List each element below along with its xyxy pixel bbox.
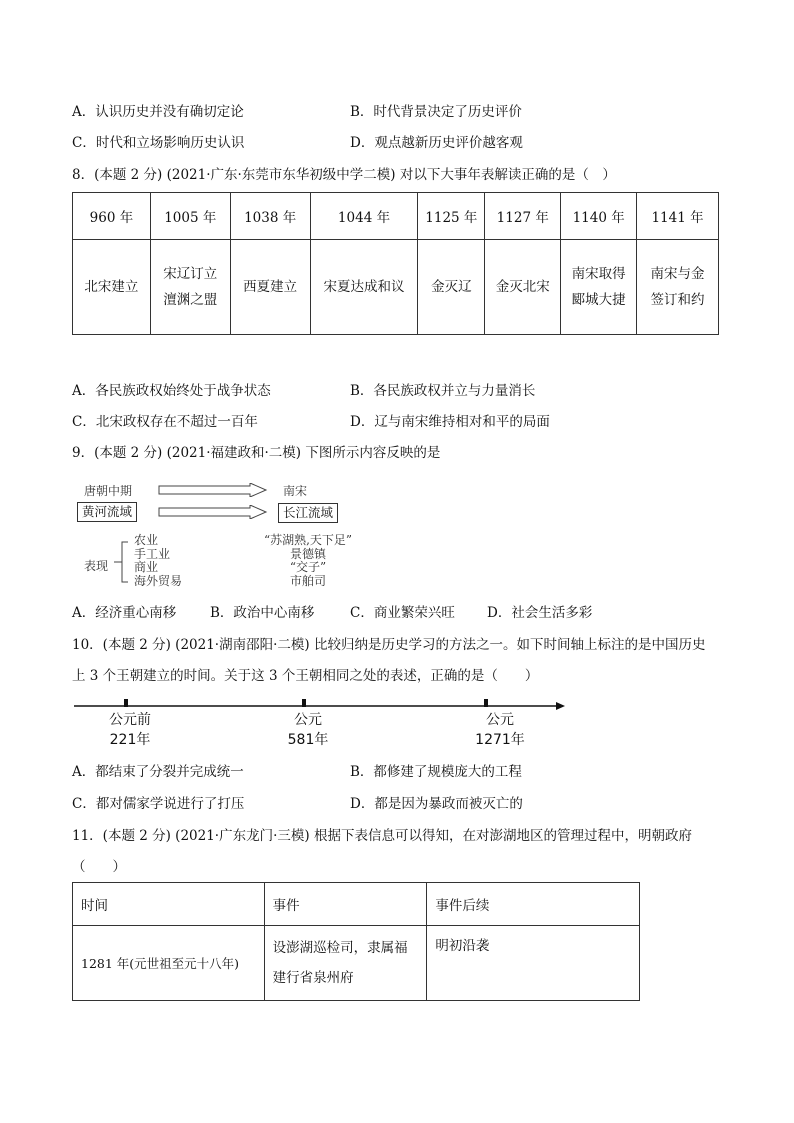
brace-icon xyxy=(112,538,132,586)
timeline-label-line1: 公元 xyxy=(486,712,514,728)
q10-stem-line1: 10．(本题 2 分) (2021·湖南邵阳·二模) 比较归纳是历史学习的方法之一。如下时间轴上标注的是中国历史 xyxy=(72,637,706,653)
q10-option-b[interactable]: B．都修建了规模庞大的工程 xyxy=(350,764,522,780)
timeline-label-line2: 221年 xyxy=(109,732,151,748)
q10-option-c[interactable]: C．都对儒家学说进行了打压 xyxy=(72,796,245,812)
result-item: “交子” xyxy=(289,560,327,574)
q9-stem: 9．(本题 2 分) (2021·福建政和·二模) 下图所示内容反映的是 xyxy=(72,445,441,461)
q10-stem-line2: 上 3 个王朝建立的时间。关于这 3 个王朝相同之处的表述，正确的是（ ） xyxy=(72,668,539,684)
q10-option-a[interactable]: A．都结束了分裂并完成统一 xyxy=(72,764,244,780)
year-cell: 1044 年 xyxy=(310,193,418,240)
q11-table xyxy=(72,882,640,1001)
timeline-label xyxy=(460,710,540,750)
year-cell: 1125 年 xyxy=(418,193,485,240)
q8-event-row xyxy=(73,240,719,335)
q8-option-d[interactable]: D．辽与南宋维持相对和平的局面 xyxy=(350,414,550,430)
category-item: 农业 xyxy=(134,533,159,547)
year-cell: 1038 年 xyxy=(230,193,310,240)
table-cell-after: 明初沿袭 xyxy=(427,926,640,1001)
category-item: 手工业 xyxy=(134,546,171,561)
q11-stem: 11．(本题 2 分) (2021·广东龙门·三模) 根据下表信息可以得知，在对澎湖地区的管理过程中，明朝政府 xyxy=(72,828,692,844)
diagram-categories xyxy=(134,534,182,588)
event-cell: 金灭北宋 xyxy=(485,240,561,335)
q9-option-c[interactable]: C．商业繁荣兴旺 xyxy=(350,605,455,621)
q10-option-d[interactable]: D．都是因为暴政而被灭亡的 xyxy=(350,796,523,812)
event-cell: 南宋取得 郾城大捷 xyxy=(561,240,637,335)
timeline-label-line1: 公元前 xyxy=(109,712,151,728)
year-cell: 1140 年 xyxy=(561,193,637,240)
diagram-results xyxy=(256,534,360,588)
q8-option-c[interactable]: C．北宋政权存在不超过一百年 xyxy=(72,414,258,430)
q9-option-d[interactable]: D．社会生活多彩 xyxy=(487,605,593,621)
table-header-row xyxy=(73,883,640,926)
diagram-label-song: 南宋 xyxy=(283,484,308,498)
event-cell: 金灭辽 xyxy=(418,240,485,335)
q9-option-a[interactable]: A．经济重心南移 xyxy=(72,605,177,621)
q7-option-c[interactable]: C．时代和立场影响历史认识 xyxy=(72,135,245,151)
q8-chronology-table xyxy=(72,192,719,335)
category-item: 海外贸易 xyxy=(134,573,183,588)
q7-option-d[interactable]: D．观点越新历史评价越客观 xyxy=(350,135,523,151)
event-cell: 西夏建立 xyxy=(230,240,310,335)
q8-option-b[interactable]: B．各民族政权并立与力量消长 xyxy=(350,383,536,399)
table-cell-event: 设澎湖巡检司，隶属福 建行省泉州府 xyxy=(264,926,427,1001)
timeline-label-line2: 1271年 xyxy=(475,732,525,748)
table-row xyxy=(73,926,640,1001)
timeline-label-line1: 公元 xyxy=(294,712,322,728)
q8-stem: 8．(本题 2 分) (2021·广东·东莞市东华初级中学二模) 对以下大事年表解读正确的是（ ） xyxy=(72,167,616,183)
q7-option-b[interactable]: B．时代背景决定了历史评价 xyxy=(350,104,522,120)
year-cell: 1005 年 xyxy=(150,193,230,240)
q8-option-a[interactable]: A．各民族政权始终处于战争状态 xyxy=(72,383,271,399)
result-item: 景德镇 xyxy=(289,546,326,561)
diagram-box-yellow-river: 黄河流域 xyxy=(77,502,137,522)
event-cell: 宋夏达成和议 xyxy=(310,240,418,335)
year-cell: 960 年 xyxy=(73,193,151,240)
table-header-event: 事件 xyxy=(264,883,427,926)
category-item: 商业 xyxy=(134,560,159,574)
arrow-right-icon xyxy=(158,505,268,519)
q9-option-b[interactable]: B．政治中心南移 xyxy=(210,605,315,621)
event-cell: 宋辽订立 澶渊之盟 xyxy=(150,240,230,335)
timeline-label xyxy=(272,710,344,750)
diagram-label-biaoxian: 表现 xyxy=(84,559,109,573)
year-cell: 1141 年 xyxy=(637,193,719,240)
diagram-box-yangtze-river: 长江流域 xyxy=(278,503,338,523)
event-cell: 南宋与金 签订和约 xyxy=(637,240,719,335)
table-header-time: 时间 xyxy=(73,883,265,926)
diagram-label-tang: 唐朝中期 xyxy=(84,484,133,498)
timeline-label-line2: 581年 xyxy=(287,732,329,748)
result-item: 市舶司 xyxy=(289,573,326,588)
q8-year-row xyxy=(73,193,719,240)
table-header-after: 事件后续 xyxy=(427,883,640,926)
result-item: “苏湖熟,天下足” xyxy=(263,533,353,547)
timeline-label xyxy=(94,710,166,750)
q11-paren: （ ） xyxy=(72,859,126,875)
arrow-right-icon xyxy=(158,483,268,497)
event-cell: 北宋建立 xyxy=(73,240,151,335)
table-cell-time: 1281 年(元世祖至元十八年) xyxy=(73,926,265,1001)
year-cell: 1127 年 xyxy=(485,193,561,240)
q7-option-a[interactable]: A．认识历史并没有确切定论 xyxy=(72,104,244,120)
